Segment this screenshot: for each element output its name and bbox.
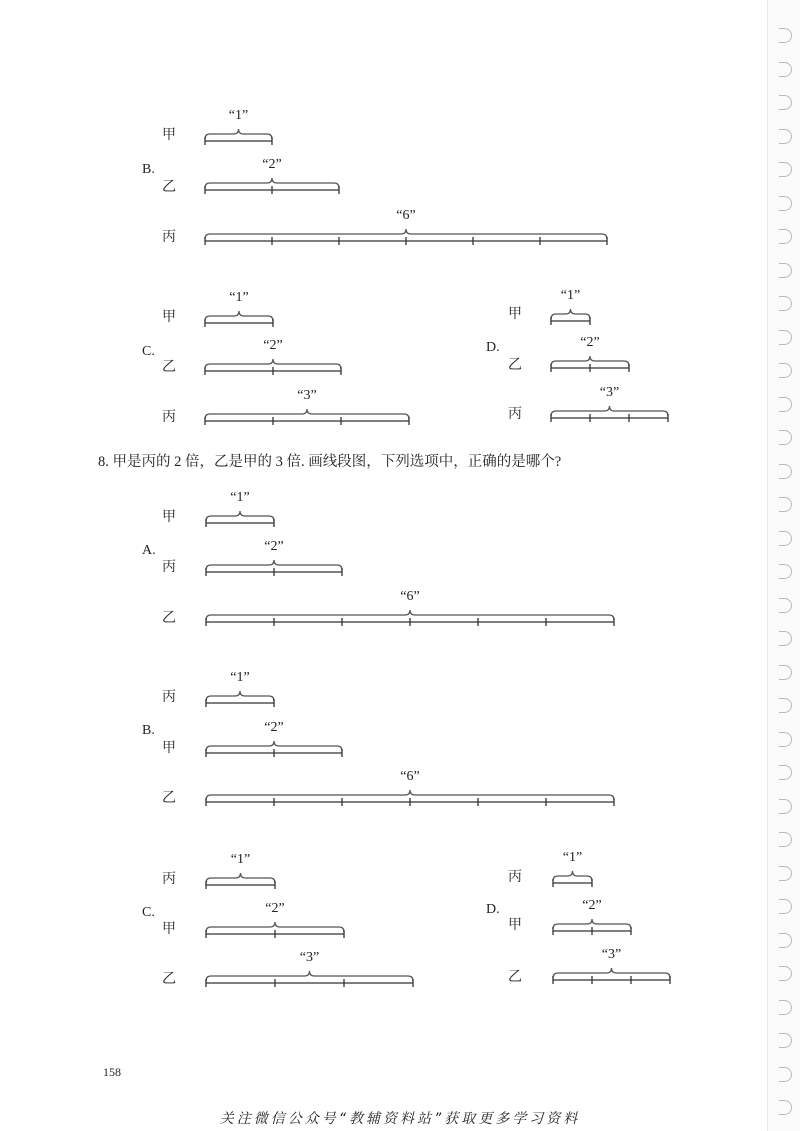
q7d-row1-brace <box>551 309 590 319</box>
q7-option-d-letter[interactable]: D. <box>486 340 500 355</box>
q8d-row3-brace <box>553 968 670 978</box>
q7b-row3-name: 丙 <box>162 229 176 245</box>
q8-option-c-letter[interactable]: C. <box>142 905 155 920</box>
q8a-row3-name: 乙 <box>162 610 176 626</box>
q7c-row1-brace-label: “1” <box>229 290 249 305</box>
q8b-row1-name: 丙 <box>162 689 176 705</box>
q7c-row1-brace <box>205 311 273 321</box>
q7d-row2-name: 乙 <box>508 357 522 373</box>
q7c-row2-name: 乙 <box>162 359 176 375</box>
q8b-row1-brace-label: “1” <box>230 670 250 685</box>
q7b-row2-name: 乙 <box>162 179 176 195</box>
q8d-row1-name: 丙 <box>508 869 522 885</box>
q8d-row3-brace-label: “3” <box>601 947 622 962</box>
q7b-row1-brace <box>205 129 272 139</box>
q8d-row2-brace-label: “2” <box>582 898 602 913</box>
q8c-row1-brace-label: “1” <box>230 852 251 867</box>
question-8-number: 8. <box>98 454 109 470</box>
q8c-row2-brace-label: “2” <box>265 901 285 916</box>
q7b-row1-brace-label: “1” <box>228 108 249 123</box>
q7b-row1-name: 甲 <box>162 127 176 143</box>
q8d-row1-brace-label: “1” <box>562 850 583 865</box>
q8b-row1-brace <box>206 691 274 701</box>
page-number: 158 <box>103 1065 121 1079</box>
q7b-row2-brace-label: “2” <box>262 157 282 172</box>
q8c-row2-name: 甲 <box>162 921 176 937</box>
q7-option-b-letter[interactable]: B. <box>142 162 155 177</box>
q8d-row3-name: 乙 <box>508 969 522 985</box>
q8a-row3-brace-label: “6” <box>400 589 420 604</box>
q7d-row3-brace <box>551 406 668 416</box>
q8a-row1-brace <box>206 511 274 521</box>
q8b-row2-name: 甲 <box>162 740 176 756</box>
footer-notice: 关注微信公众号“教辅资料站”获取更多学习资料 <box>219 1111 581 1127</box>
q8-option-b-letter[interactable]: B. <box>142 723 155 738</box>
q7b-row3-brace-label: “6” <box>396 208 416 223</box>
q7c-row3-brace <box>205 409 409 419</box>
question-8-text: 甲是丙的 2 倍，乙是甲的 3 倍. 画线段图，下列选项中，正确的是哪个? <box>112 454 562 470</box>
q7c-row3-brace-label: “3” <box>297 388 317 403</box>
q7d-row3-name: 丙 <box>508 406 522 422</box>
q7c-row3-name: 丙 <box>162 409 176 425</box>
q7c-row1-name: 甲 <box>162 309 176 325</box>
q8c-row1-name: 丙 <box>162 871 176 887</box>
q8c-row3-brace-label: “3” <box>299 950 320 965</box>
q8a-row1-name: 甲 <box>162 509 176 525</box>
q8d-row1-brace <box>553 871 592 881</box>
q7d-row3-brace-label: “3” <box>599 385 620 400</box>
q8-option-d-letter[interactable]: D. <box>486 902 500 917</box>
q8a-row1-brace-label: “1” <box>230 490 250 505</box>
q8b-row2-brace-label: “2” <box>264 720 284 735</box>
q8c-row3-brace <box>206 971 413 981</box>
q8c-row1-brace <box>206 873 275 883</box>
q7d-row2-brace-label: “2” <box>580 335 600 350</box>
q8-option-a-letter[interactable]: A. <box>142 543 156 558</box>
q8b-row3-brace-label: “6” <box>400 769 420 784</box>
q8a-row2-name: 丙 <box>162 559 176 575</box>
q8a-row2-brace-label: “2” <box>264 539 284 554</box>
q7d-row1-brace-label: “1” <box>560 288 581 303</box>
q8c-row3-name: 乙 <box>162 971 176 987</box>
q7c-row2-brace-label: “2” <box>263 338 283 353</box>
q8b-row3-name: 乙 <box>162 790 176 806</box>
q8d-row2-name: 甲 <box>508 917 522 933</box>
q7-option-c-letter[interactable]: C. <box>142 344 155 359</box>
q7d-row1-name: 甲 <box>508 306 522 322</box>
